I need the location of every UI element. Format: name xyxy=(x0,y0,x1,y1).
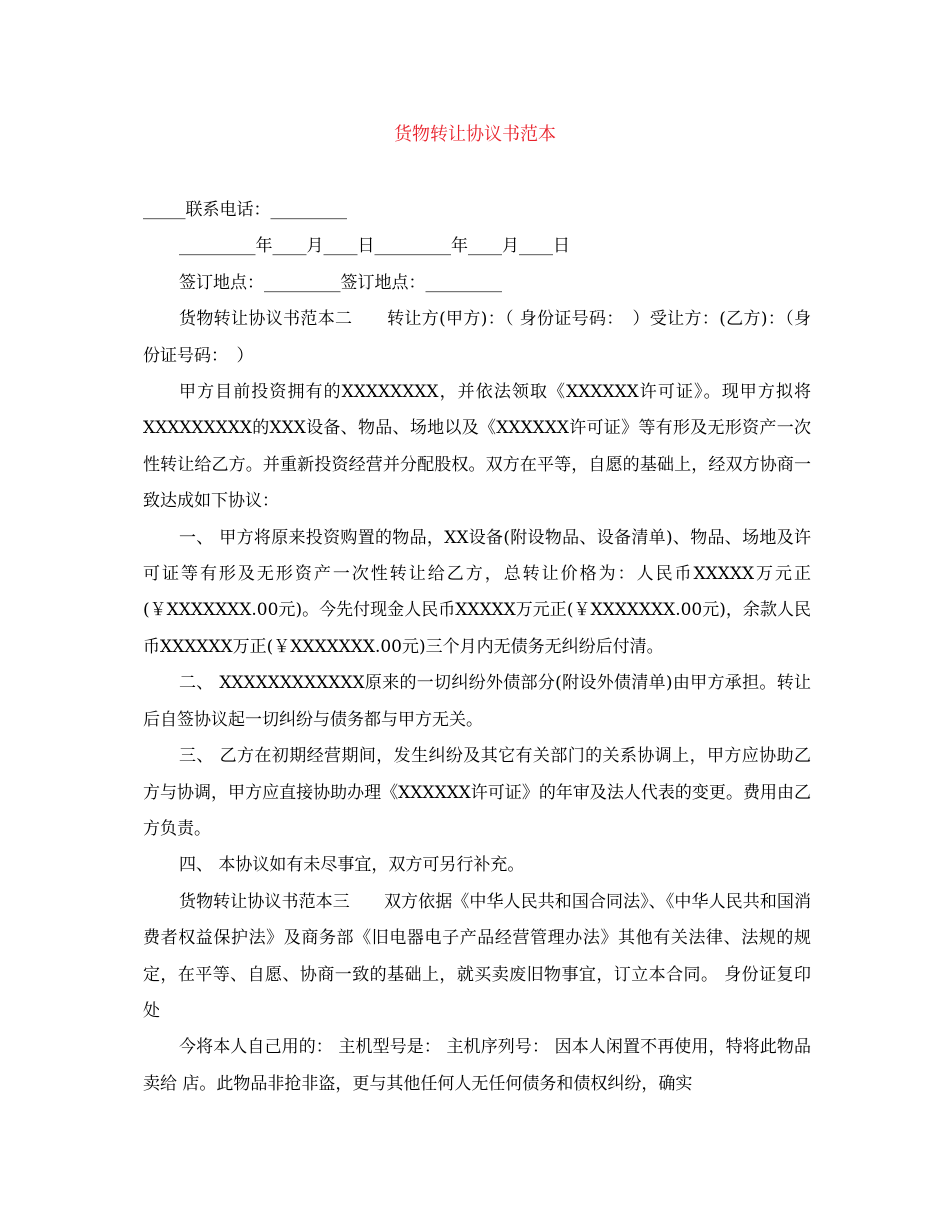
date-line: _________年____月____日_________年____月____日 xyxy=(179,236,570,257)
clause-three-paragraph: 三、 乙方在初期经营期间，发生纠纷及其它有关部门的关系协调上，甲方应协助乙方与协调，甲方应直接协助办理《XXXXXX许可证》的年审及法人代表的变更。费用由乙方负责。 xyxy=(143,746,811,839)
signing-place-line: 签订地点：_________签订地点：_________ xyxy=(179,272,502,293)
clause-four-paragraph: 四、 本协议如有未尽事宜，双方可另行补充。 xyxy=(179,855,525,876)
contact-phone-line: _____联系电话：_________ xyxy=(143,200,347,220)
clause-one-paragraph: 一、 甲方将原来投资购置的物品，XX设备(附设物品、设备清单)、物品、场地及许可证等有形及无形资产一次性转让给乙方，总转让价格为：人民币XXXXX万元正(￥XXXXXXX.00元)。今先付现金人民币XXXXX万元正(￥XXXXXXX.00元)，余款人民币XXXXXX万正(￥XXXXXXX.00元)三个月内无债务无纠纷后付清。 xyxy=(143,527,811,657)
document-body xyxy=(143,192,811,1102)
item-sale-paragraph: 今将本人自己用的： 主机型号是： 主机序列号： 因本人闲置不再使用，特将此物品卖给 店。此物品非抢非盗，更与其他任何人无任何债务和债权纠纷，确实 xyxy=(143,1037,811,1094)
sample-three-paragraph: 货物转让协议书范本三 双方依据《中华人民共和国合同法》、《中华人民共和国消费者权益保护法》及商务部《旧电器电子产品经营管理办法》其他有关法律、法规的规定，在平等、自愿、协商一致的基础上，就买卖废旧物事宜，订立本合同。 身份证复印处 xyxy=(143,891,811,1021)
document-title: 货物转让协议书范本 xyxy=(394,124,556,145)
clause-two-paragraph: 二、 XXXXXXXXXXXX原来的一切纠纷外债部分(附设外债清单)由甲方承担。转让后自签协议起一切纠纷与债务都与甲方无关。 xyxy=(143,673,811,730)
sample-two-parties-paragraph: 货物转让协议书范本二 转让方(甲方)：（ 身份证号码： ）受让方：(乙方)：（身份证号码： ） xyxy=(143,309,811,366)
background-paragraph: 甲方目前投资拥有的XXXXXXXX，并依法领取《XXXXXX许可证》。现甲方拟将XXXXXXXXX的XXX设备、物品、场地以及《XXXXXX许可证》等有形及无形资产一次性转让给乙方。并重新投资经营并分配股权。双方在平等，自愿的基础上，经双方协商一致达成如下协议： xyxy=(143,382,811,512)
